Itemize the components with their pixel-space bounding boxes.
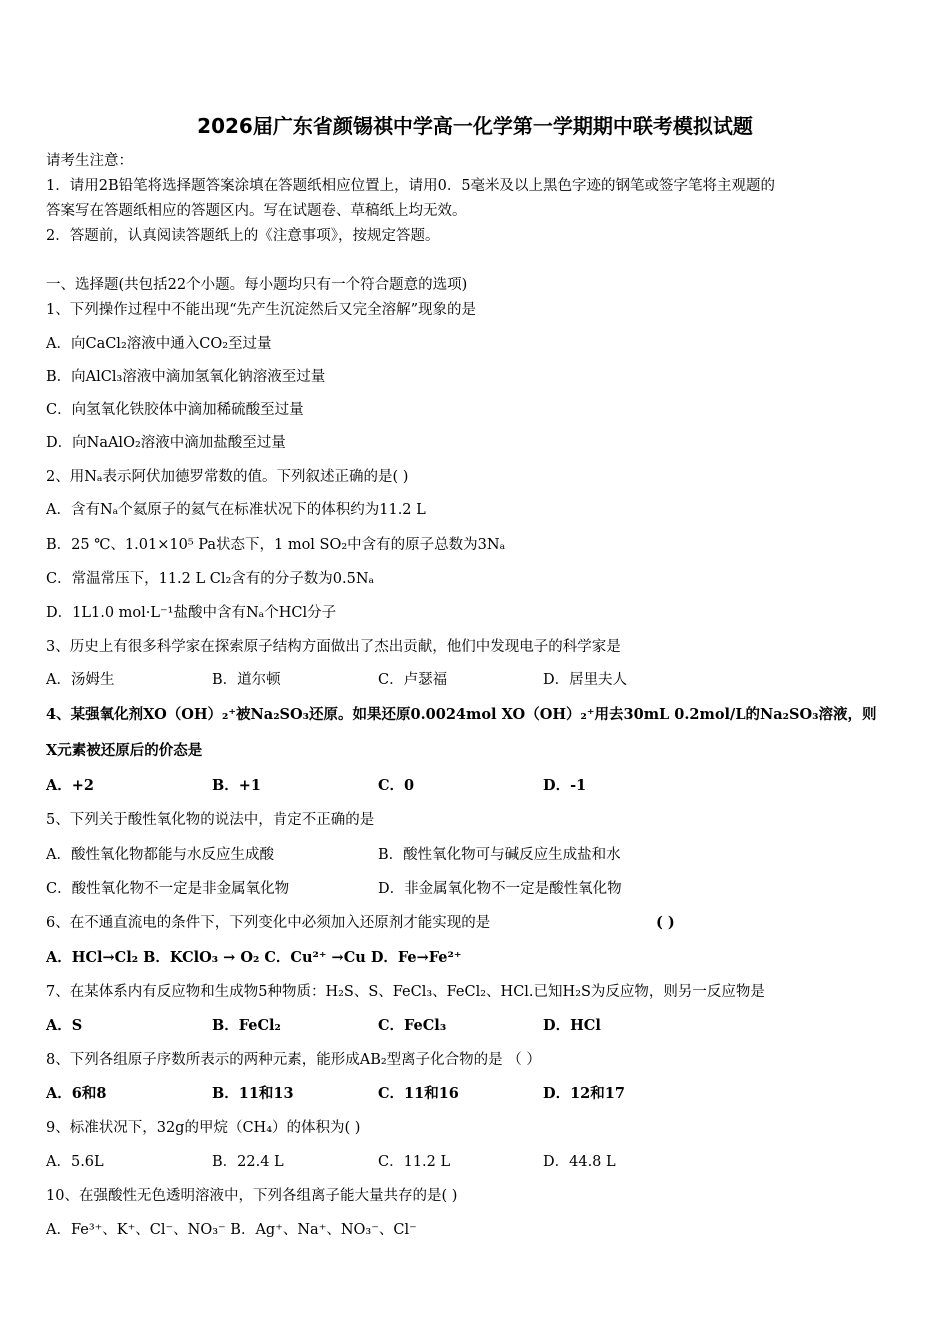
q1-option-d: D．向NaAlO₂溶液中滴加盐酸至过量 — [46, 435, 286, 451]
q4-option-a: A．+2 — [46, 777, 94, 794]
q2-option-d: D．1L1.0 mol·L⁻¹盐酸中含有Nₐ个HCl分子 — [46, 605, 337, 621]
q9-stem: 9、标准状况下，32g的甲烷（CH₄）的体积为( ) — [46, 1120, 361, 1136]
q10-stem: 10、在强酸性无色透明溶液中，下列各组离子能大量共存的是( ) — [46, 1188, 458, 1204]
q2-stem: 2、用Nₐ表示阿伏加德罗常数的值。下列叙述正确的是( ) — [46, 469, 409, 485]
q9-option-d: D．44.8 L — [543, 1154, 616, 1170]
q2-option-b: B．25 ℃、1.01×10⁵ Pa状态下，1 mol SO₂中含有的原子总数为3Nₐ — [46, 537, 506, 553]
q1-stem: 1、下列操作过程中不能出现“先产生沉淀然后又完全溶解”现象的是 — [46, 302, 477, 318]
q9-option-b: B．22.4 L — [212, 1154, 284, 1170]
q1-option-c: C．向氢氧化铁胶体中滴加稀硫酸至过量 — [46, 402, 304, 418]
q4-option-b: B．+1 — [212, 777, 261, 794]
q7-stem: 7、在某体系内有反应物和生成物5种物质：H₂S、S、FeCl₃、FeCl₂、HCl.已知H₂S为反应物，则另一反应物是 — [46, 984, 765, 1000]
q6-options: A．HCl→Cl₂ B．KClO₃ → O₂ C．Cu²⁺ →Cu D．Fe→Fe²⁺ — [46, 949, 462, 966]
q3-option-c: C．卢瑟福 — [378, 672, 448, 688]
notice-line-2: 2．答题前，认真阅读答题纸上的《注意事项》，按规定答题。 — [46, 228, 440, 244]
q4-option-d: D．-1 — [543, 777, 587, 794]
q8-option-c: C．11和16 — [378, 1085, 459, 1102]
q8-option-d: D．12和17 — [543, 1085, 625, 1102]
notice-heading: 请考生注意： — [46, 153, 133, 169]
q8-option-a: A．6和8 — [46, 1085, 107, 1102]
q5-option-d: D．非金属氧化物不一定是酸性氧化物 — [378, 881, 622, 897]
q5-option-b: B．酸性氧化物可与碱反应生成盐和水 — [378, 847, 621, 863]
q3-stem: 3、历史上有很多科学家在探索原子结构方面做出了杰出贡献，他们中发现电子的科学家是 — [46, 639, 621, 655]
page-title: 2026届广东省颜锡祺中学高一化学第一学期期中联考模拟试题 — [197, 114, 753, 138]
q2-option-a: A．含有Nₐ个氦原子的氦气在标准状况下的体积约为11.2 L — [46, 502, 426, 518]
q7-option-c: C．FeCl₃ — [378, 1017, 447, 1034]
q9-option-c: C．11.2 L — [378, 1154, 451, 1170]
notice-line-1a: 1．请用2B铅笔将选择题答案涂填在答题纸相应位置上，请用0．5毫米及以上黑色字迹的钢笔或签字笔将主观题的 — [46, 178, 776, 194]
q7-option-d: D．HCl — [543, 1017, 601, 1034]
q10-options: A．Fe³⁺、K⁺、Cl⁻、NO₃⁻ B．Ag⁺、Na⁺、NO₃⁻、Cl⁻ — [46, 1222, 417, 1238]
q3-option-b: B．道尔顿 — [212, 672, 281, 688]
q7-option-a: A．S — [46, 1017, 83, 1034]
q6-answer-paren: ( ) — [656, 914, 675, 931]
q1-option-a: A．向CaCl₂溶液中通入CO₂至过量 — [46, 336, 272, 352]
q9-option-a: A．5.6L — [46, 1154, 104, 1170]
q3-option-a: A．汤姆生 — [46, 672, 115, 688]
q5-option-c: C．酸性氧化物不一定是非金属氧化物 — [46, 881, 290, 897]
q1-option-b: B．向AlCl₃溶液中滴加氢氧化钠溶液至过量 — [46, 369, 326, 385]
q8-option-b: B．11和13 — [212, 1085, 294, 1102]
q4-stem-line-2: X元素被还原后的价态是 — [46, 742, 203, 759]
q4-option-c: C．0 — [378, 777, 415, 794]
q8-stem: 8、下列各组原子序数所表示的两种元素，能形成AB₂型离子化合物的是 （ ） — [46, 1052, 541, 1068]
q5-option-a: A．酸性氧化物都能与水反应生成酸 — [46, 847, 274, 863]
q5-stem: 5、下列关于酸性氧化物的说法中，肯定不正确的是 — [46, 812, 375, 828]
q6-stem: 6、在不通直流电的条件下，下列变化中必须加入还原剂才能实现的是 — [46, 915, 491, 931]
q7-option-b: B．FeCl₂ — [212, 1017, 281, 1034]
notice-line-1b: 答案写在答题纸相应的答题区内。写在试题卷、草稿纸上均无效。 — [46, 203, 467, 219]
section-heading: 一、选择题(共包括22个小题。每小题均只有一个符合题意的选项) — [46, 277, 468, 293]
q3-option-d: D．居里夫人 — [543, 672, 628, 688]
q4-stem-line-1: 4、某强氧化剂XO（OH）₂⁺被Na₂SO₃还原。如果还原0.0024mol XO（OH）₂⁺用去30mL 0.2mol/L的Na₂SO₃溶液，则 — [46, 706, 877, 723]
q2-option-c: C．常温常压下，11.2 L Cl₂含有的分子数为0.5Nₐ — [46, 571, 375, 587]
